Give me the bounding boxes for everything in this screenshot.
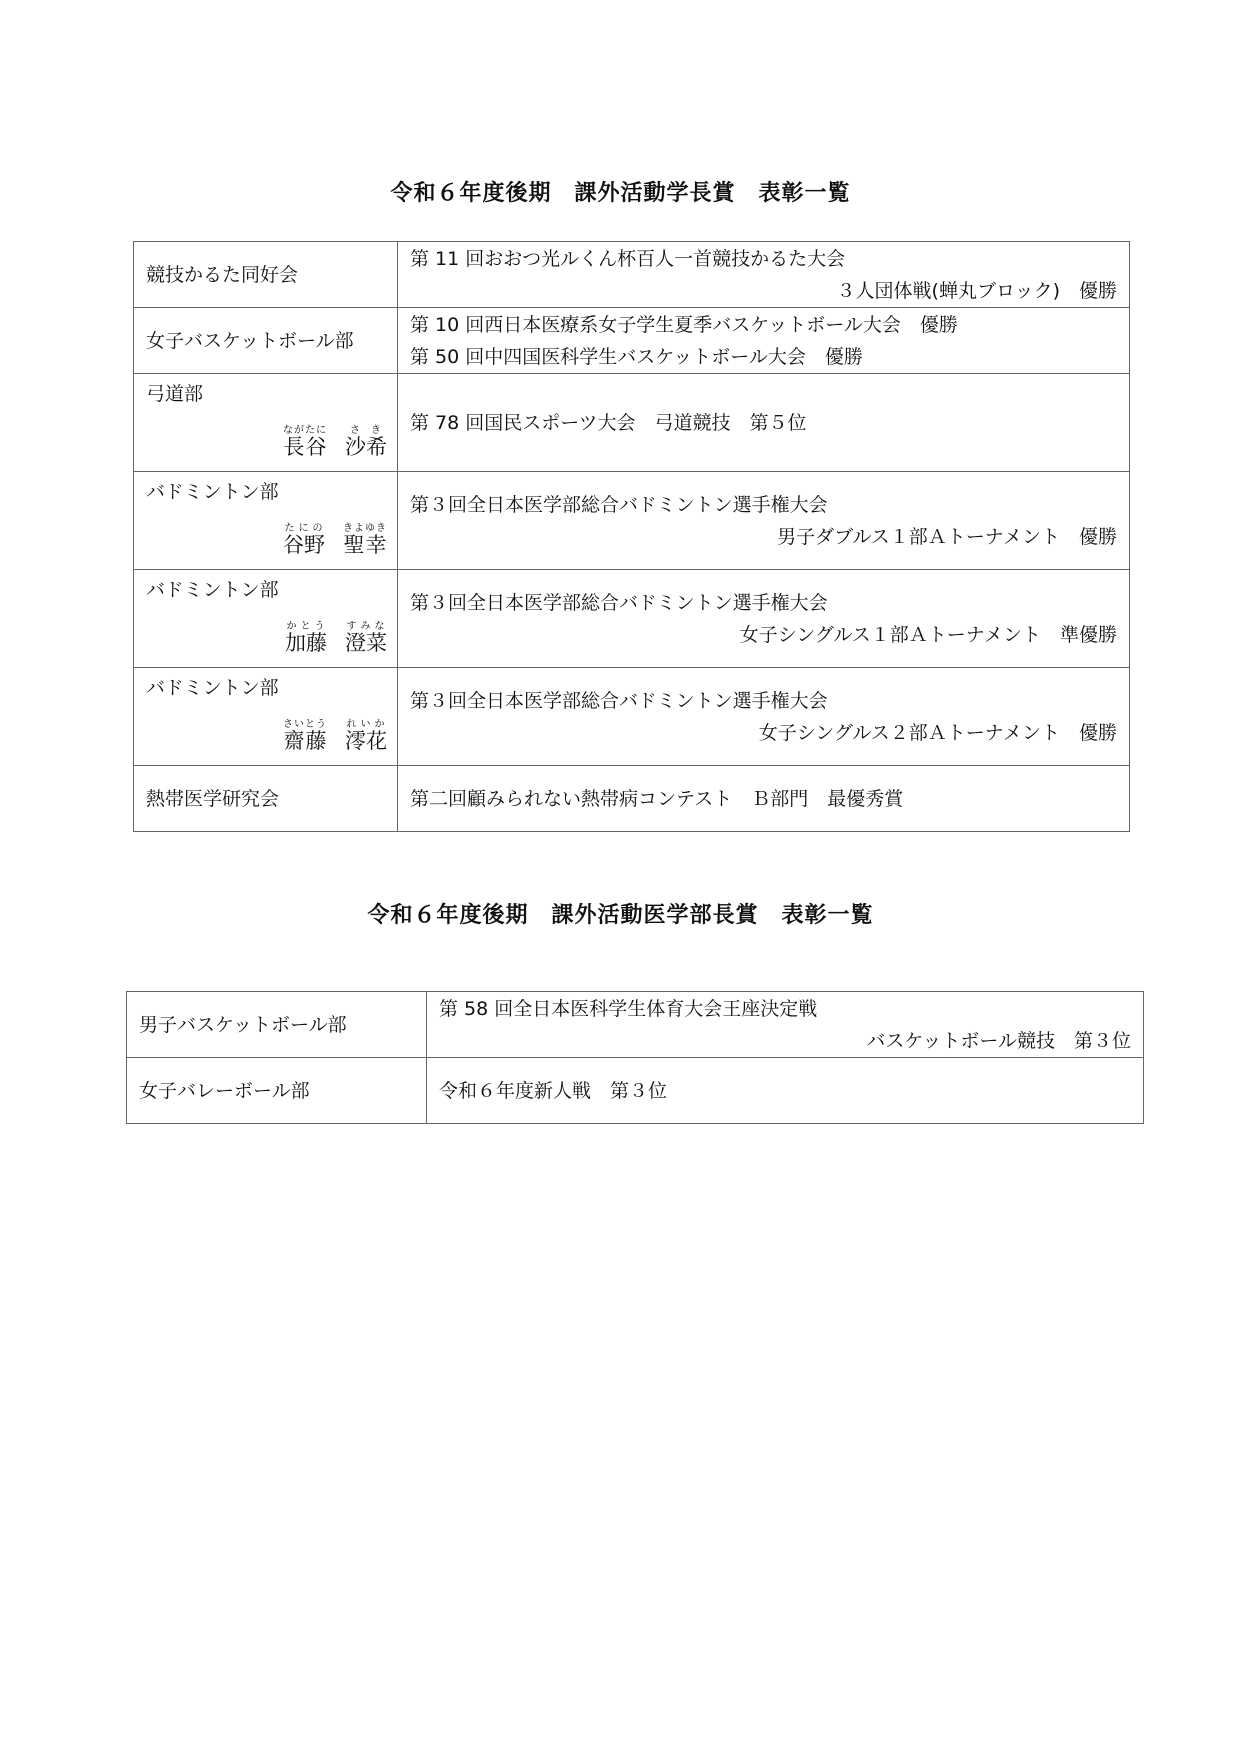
dean-award-table — [126, 991, 1144, 1124]
achievement-line: バスケットボール競技 第３位 — [866, 1029, 1131, 1052]
table-row — [134, 668, 1130, 766]
club-cell — [134, 570, 398, 668]
achievement-line: 男子ダブルス１部Ａトーナメント 優勝 — [777, 525, 1117, 548]
club-cell: 女子バスケットボール部 — [134, 308, 398, 374]
achievement-line: 女子シングルス１部Ａトーナメント 準優勝 — [739, 623, 1117, 646]
given-name: 澪花れいか — [345, 719, 387, 753]
given-name: 沙希さき — [345, 425, 387, 459]
section1-title: 令和６年度後期 課外活動学長賞 表彰一覧 — [390, 181, 851, 206]
table-row — [127, 1058, 1144, 1124]
club-name: 弓道部 — [146, 383, 204, 405]
achievement-cell — [398, 668, 1130, 766]
achievement-line: 第３回全日本医学部総合バドミントン選手権大会 — [410, 689, 828, 712]
club-name: バドミントン部 — [146, 579, 279, 601]
achievement-cell — [398, 472, 1130, 570]
achievement-cell — [427, 1058, 1144, 1124]
achievement-line: ３人団体戦(蝉丸ブロック) 優勝 — [836, 279, 1117, 302]
family-name: 加藤かとう — [285, 621, 327, 655]
achievement-cell — [427, 992, 1144, 1058]
student-name — [283, 523, 387, 561]
achievement-cell — [398, 308, 1130, 374]
section2-title: 令和６年度後期 課外活動医学部長賞 表彰一覧 — [367, 903, 874, 928]
club-cell: 女子バレーボール部 — [127, 1058, 427, 1124]
achievement-line: 第 78 回国民スポーツ大会 弓道競技 第５位 — [410, 411, 807, 434]
table-row — [134, 308, 1130, 374]
given-name: 澄菜すみな — [345, 621, 387, 655]
club-cell: 熱帯医学研究会 — [134, 766, 398, 832]
student-name — [283, 425, 387, 463]
achievement-line: 第 58 回全日本医科学生体育大会王座決定戦 — [439, 997, 818, 1020]
achievement-line: 女子シングルス２部Ａトーナメント 優勝 — [758, 721, 1117, 744]
club-name: バドミントン部 — [146, 677, 279, 699]
student-name — [285, 621, 387, 659]
table-row — [134, 472, 1130, 570]
achievement-cell — [398, 242, 1130, 308]
achievement-line: 令和６年度新人戦 第３位 — [439, 1079, 668, 1102]
president-award-table — [133, 241, 1130, 832]
student-name — [283, 719, 387, 757]
achievement-line: 第 11 回おおつ光ルくん杯百人一首競技かるた大会 — [410, 247, 846, 270]
club-name: バドミントン部 — [146, 481, 279, 503]
table-row — [134, 242, 1130, 308]
club-cell: 男子バスケットボール部 — [127, 992, 427, 1058]
achievement-line: 第 10 回西日本医療系女子学生夏季バスケットボール大会 優勝 — [410, 313, 958, 336]
club-cell — [134, 668, 398, 766]
table-row — [134, 570, 1130, 668]
achievement-line: 第 50 回中四国医科学生バスケットボール大会 優勝 — [410, 345, 863, 368]
table-row — [127, 992, 1144, 1058]
table-row — [134, 766, 1130, 832]
table-row — [134, 374, 1130, 472]
family-name: 谷野たにの — [283, 523, 325, 557]
achievement-line: 第３回全日本医学部総合バドミントン選手権大会 — [410, 493, 828, 516]
club-cell: 競技かるた同好会 — [134, 242, 398, 308]
family-name: 長谷ながたに — [283, 425, 327, 459]
family-name: 齋藤さいとう — [283, 719, 327, 753]
given-name: 聖幸きよゆき — [343, 523, 387, 557]
club-cell — [134, 374, 398, 472]
achievement-line: 第二回顧みられない熱帯病コンテスト Ｂ部門 最優秀賞 — [410, 787, 904, 810]
achievement-cell — [398, 766, 1130, 832]
club-cell — [134, 472, 398, 570]
achievement-line: 第３回全日本医学部総合バドミントン選手権大会 — [410, 591, 828, 614]
achievement-cell — [398, 374, 1130, 472]
achievement-cell — [398, 570, 1130, 668]
